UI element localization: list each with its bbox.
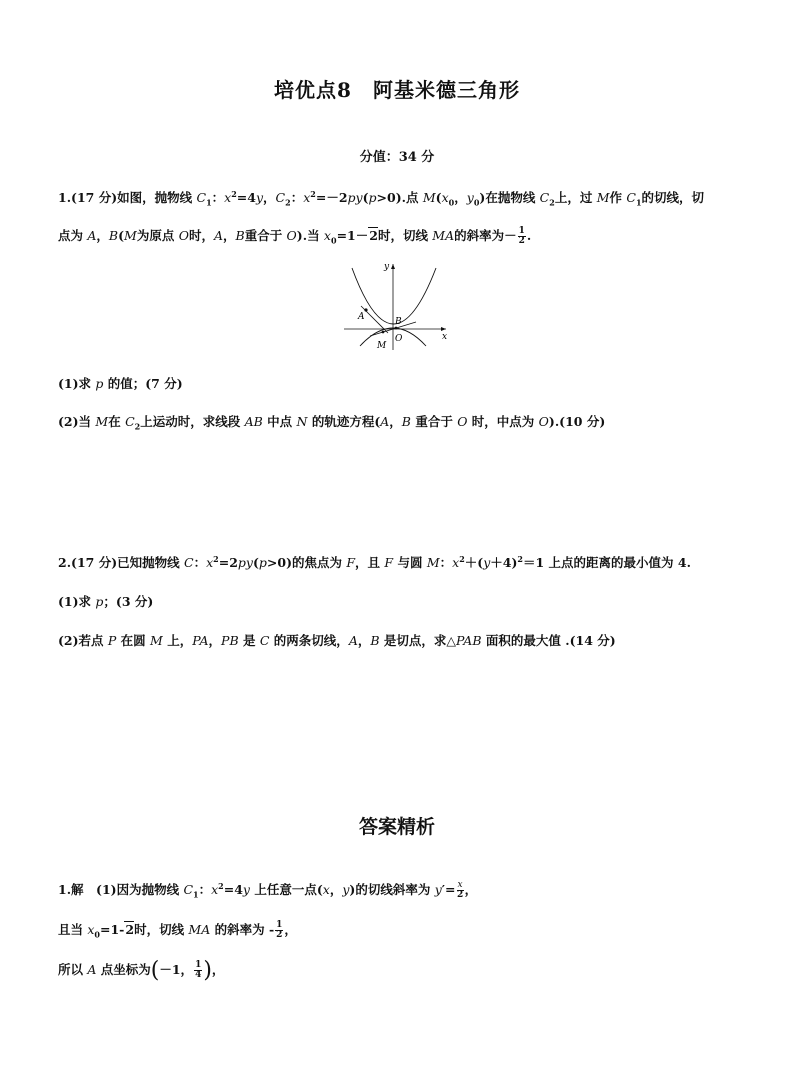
parabola-c1	[352, 268, 436, 324]
problem2-q1: (1)求 p；(3 分)	[58, 594, 154, 609]
answer-line1: 1.解 (1)因为抛物线 $C_1$：$x^2=4y$ 上任意一点(x，y)的切线斜率为 y′= $\frac{x}{2}$ ，	[58, 880, 478, 900]
label-x: x	[442, 332, 448, 342]
score-line: 分值：34 分	[359, 150, 435, 165]
label-y: y	[384, 262, 390, 272]
fraction-half: $\frac{1}{2}$	[518, 226, 525, 246]
x-axis-arrow	[441, 327, 446, 331]
point-m	[382, 331, 385, 334]
parabola-figure	[340, 258, 452, 354]
answer-line3: 所以 A 点坐标为(－1， $\frac{1}{4}$ )，	[58, 958, 225, 983]
sqrt2-answer: 2	[125, 922, 135, 937]
problem1-line1: 1.(17 分)如图，抛物线 $C_1$：$x^2=4y$，$C_2$：$x^2=-2py(p>0)$.点 $M(x_0$，$y_0$)在抛物线 $C_2$上，过 M作 $C_1$的切线，切	[58, 188, 705, 208]
label-a: A	[358, 312, 365, 322]
point-a	[364, 308, 367, 311]
fraction-half-answer: $\frac{1}{2}$	[276, 920, 283, 940]
answers-title: 答案精析	[358, 816, 435, 838]
label-m: M	[377, 341, 387, 351]
label-b: B	[395, 317, 402, 327]
page-title: 培优点8 阿基米德三角形	[274, 78, 520, 102]
problem2-q2: (2)若点 P 在圆 M 上，PA，PB 是 C 的两条切线，A，B 是切点，求△PAB 面积的最大值 .(14 分)	[58, 633, 616, 648]
problem2-line1: 2.(17 分)已知抛物线 C：$x^2=2py(p>0)$的焦点为 F，且 F 与圆 M：$x^2+(y+4)^2=1$ 上点的距离的最小值为 4.	[58, 553, 691, 570]
fraction-quarter: $\frac{1}{4}$	[195, 960, 202, 980]
point-b	[395, 327, 398, 330]
problem1-line2: 点为 A，B(M为原点 O时，A，B重合于 O).当 $x_0=1-2$时，切线 MA的斜率为－ $\frac{1}{2}$ .	[58, 226, 532, 246]
sqrt2: 2	[369, 228, 378, 243]
y-axis-arrow	[391, 264, 395, 269]
fraction-x-over-2: $\frac{x}{2}$	[456, 880, 464, 900]
problem1-q2: (2)当 M在 $C_2$上运动时，求线段 AB 中点 N 的轨迹方程(A，B 重合于 O 时，中点为 O).(10 分)	[58, 414, 606, 432]
answer-line2: 且当 $x_0=1-2$时，切线 MA 的斜率为 - $\frac{1}{2}$ ，	[58, 920, 297, 940]
label-o: O	[395, 334, 403, 344]
problem1-q1: (1)求 p 的值；(7 分)	[58, 376, 183, 391]
